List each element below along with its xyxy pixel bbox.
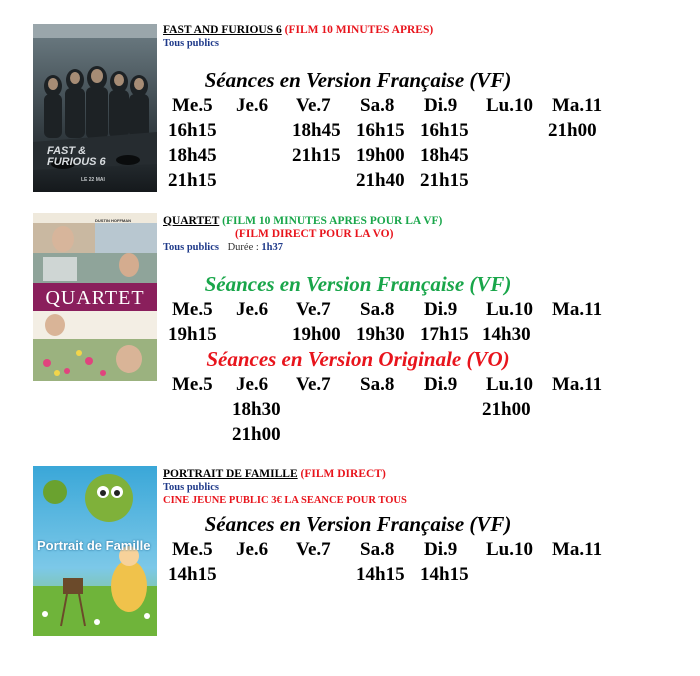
day-header: Ma.11 <box>552 299 603 320</box>
title-line <box>163 24 683 37</box>
showtime: 18h30 <box>232 399 281 420</box>
day-header: Ve.7 <box>296 299 331 320</box>
poster-quartet <box>33 213 157 381</box>
showtime: 16h15 <box>356 120 405 141</box>
day-header: Lu.10 <box>486 374 533 395</box>
movie-note: (FILM 10 MINUTES APRES) <box>284 24 434 36</box>
audience-label: Tous publics <box>163 38 219 49</box>
showtime: 19h00 <box>356 145 405 166</box>
day-header: Di.9 <box>424 374 458 395</box>
duration-value: 1h37 <box>261 242 283 253</box>
poster-tagline: FAST & FURIOUS 6 <box>47 145 106 168</box>
showtime: 16h15 <box>168 120 217 141</box>
session-header-vo: Séances en Version Originale (VO) <box>206 347 510 371</box>
day-header: Lu.10 <box>486 299 533 320</box>
day-header: Je.6 <box>236 299 269 320</box>
showtime: 21h15 <box>292 145 341 166</box>
day-header: Ve.7 <box>296 539 331 560</box>
showtime: 21h15 <box>420 170 469 191</box>
showtime: 19h00 <box>292 324 341 345</box>
showtime: 18h45 <box>292 120 341 141</box>
audience-line <box>163 241 683 254</box>
poster-fast-and-furious-6 <box>33 24 157 192</box>
session-header-vf: Séances en Version Française (VF) <box>204 68 512 92</box>
audience-label: Tous publics <box>163 482 219 493</box>
audience-label: Tous publics <box>163 242 219 253</box>
day-header: Di.9 <box>424 299 458 320</box>
poster-tagline: QUARTET <box>45 287 145 309</box>
movie-title: QUARTET <box>163 215 220 227</box>
session-header-vf: Séances en Version Française (VF) <box>204 272 512 296</box>
session-header-vf: Séances en Version Française (VF) <box>204 512 512 536</box>
duration-label: Durée : <box>227 242 259 253</box>
showtime: 21h00 <box>548 120 597 141</box>
day-header: Je.6 <box>236 95 269 116</box>
day-header: Ma.11 <box>552 539 603 560</box>
showtime: 16h15 <box>420 120 469 141</box>
movie-info <box>163 215 683 254</box>
showtime: 21h00 <box>482 399 531 420</box>
day-header: Sa.8 <box>360 539 395 560</box>
title-line <box>163 215 683 228</box>
day-header: Je.6 <box>236 374 269 395</box>
poster-date: LE 22 MAI <box>81 177 105 183</box>
movie-note: (FILM 10 MINUTES APRES POUR LA VF) <box>222 215 443 227</box>
showtime: 21h00 <box>232 424 281 445</box>
day-header: Ma.11 <box>552 95 603 116</box>
showtime: 17h15 <box>420 324 469 345</box>
showtime: 14h15 <box>168 564 217 585</box>
title-line <box>163 468 683 481</box>
movie-title: FAST AND FURIOUS 6 <box>163 24 282 36</box>
day-header: Me.5 <box>172 95 213 116</box>
showtime: 19h15 <box>168 324 217 345</box>
showtime: 18h45 <box>420 145 469 166</box>
day-header: Me.5 <box>172 299 213 320</box>
day-header: Ve.7 <box>296 374 331 395</box>
day-header: Di.9 <box>424 539 458 560</box>
day-header: Me.5 <box>172 539 213 560</box>
poster-director: DUSTIN HOFFMAN <box>95 218 131 223</box>
day-header: Lu.10 <box>486 95 533 116</box>
showtime: 18h45 <box>168 145 217 166</box>
day-header: Je.6 <box>236 539 269 560</box>
movie-info <box>163 24 683 50</box>
promo-label: CINE JEUNE PUBLIC 3€ LA SEANCE POUR TOUS <box>163 495 407 506</box>
showtime: 19h30 <box>356 324 405 345</box>
day-header: Sa.8 <box>360 299 395 320</box>
day-header: Sa.8 <box>360 374 395 395</box>
poster-tagline: Portrait de Famille <box>37 538 151 553</box>
day-header: Me.5 <box>172 374 213 395</box>
poster-portrait-de-famille <box>33 466 157 636</box>
movie-note-2: (FILM DIRECT POUR LA VO) <box>235 228 394 240</box>
day-header: Ma.11 <box>552 374 603 395</box>
day-header: Di.9 <box>424 95 458 116</box>
showtime: 21h15 <box>168 170 217 191</box>
title-line-2 <box>163 228 683 241</box>
day-header: Sa.8 <box>360 95 395 116</box>
showtime: 14h30 <box>482 324 531 345</box>
showtime: 14h15 <box>356 564 405 585</box>
day-header: Ve.7 <box>296 95 331 116</box>
showtime: 21h40 <box>356 170 405 191</box>
showtime: 14h15 <box>420 564 469 585</box>
movie-title: PORTRAIT DE FAMILLE <box>163 468 298 480</box>
movie-note: (FILM DIRECT) <box>300 468 386 480</box>
movie-info <box>163 468 683 507</box>
day-header: Lu.10 <box>486 539 533 560</box>
